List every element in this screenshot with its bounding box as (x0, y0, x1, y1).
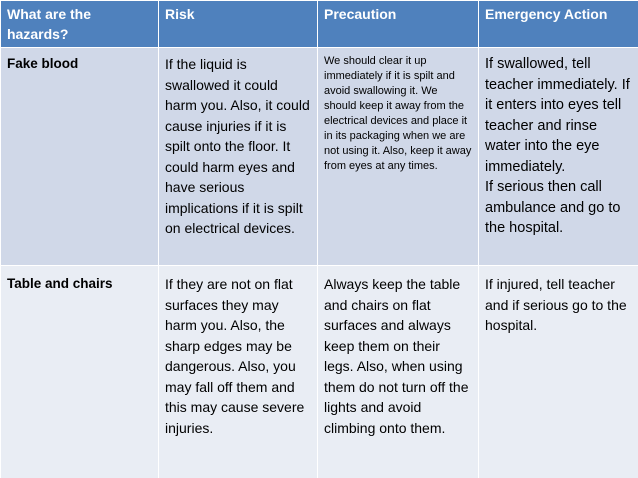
header-emergency-action: Emergency Action (479, 1, 638, 48)
header-risk: Risk (159, 1, 318, 48)
precaution-cell: Always keep the table and chairs on flat surfaces and always keep them on their legs. Also, when using them do not turn off the lights and avoid climbing onto them. (318, 266, 479, 478)
emergency-action-cell (479, 48, 638, 266)
emergency-action-text: If swallowed, tell teacher immediately. If it enters into eyes tell teacher and rinse water into the eye immediately. (485, 56, 630, 175)
header-hazards: What are the hazards? (1, 1, 159, 48)
risk-cell: If they are not on flat surfaces they may harm you. Also, the sharp edges may be dangerous. Also, you may fall off them and this may cause severe injuries. (159, 266, 318, 478)
emergency-action-text: If injured, tell teacher and if serious go to the hospital. (485, 276, 627, 333)
precaution-cell: We should clear it up immediately if it is spilt and avoid swallowing it. We should keep it away from the electrical devices and place it in its packaging when we are not using it. Also, keep it away from eyes at any times. (318, 48, 479, 266)
risk-cell: If the liquid is swallowed it could harm you. Also, it could cause injuries if it is spilt onto the floor. It could harm eyes and have serious implications if it is spilt on electrical devices. (159, 48, 318, 266)
hazard-cell: Fake blood (1, 48, 159, 266)
table-header-row (1, 1, 638, 48)
header-precaution: Precaution (318, 1, 479, 48)
hazard-cell: Table and chairs (1, 266, 159, 478)
table-row (1, 48, 638, 266)
emergency-action-cell (479, 266, 638, 478)
emergency-action-text: If serious then call ambulance and go to the hospital. (485, 179, 621, 236)
table-row (1, 266, 638, 478)
